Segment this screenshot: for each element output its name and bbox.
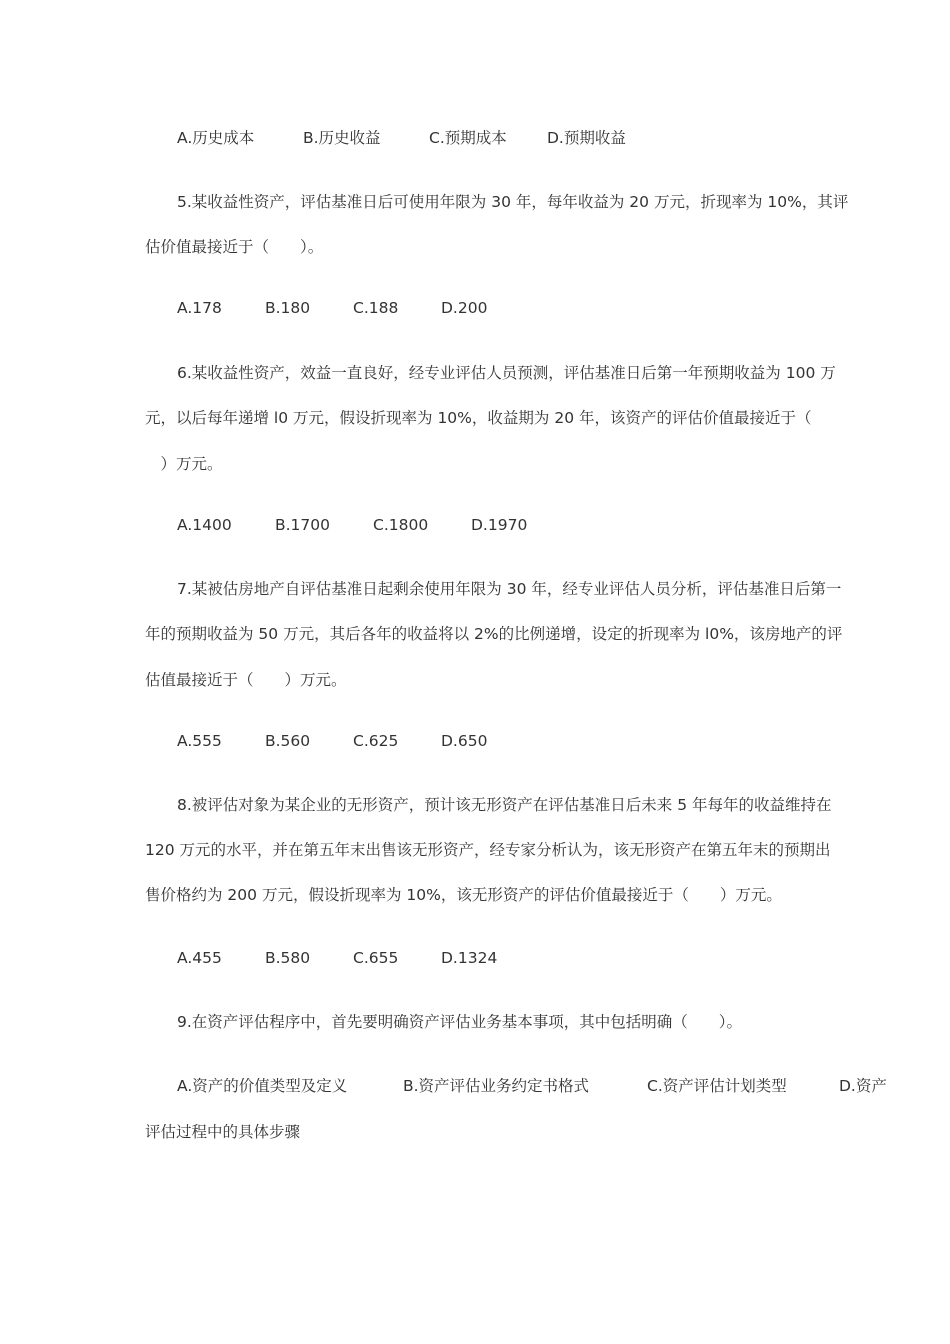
q7-text-line1: 7.某被估房地产自评估基准日起剩余使用年限为 30 年，经专业评估人员分析，评估基准日后第一 bbox=[177, 580, 842, 598]
q7-option-a: A.555 bbox=[177, 732, 222, 750]
q9-text-line1: 9.在资产评估程序中，首先要明确资产评估业务基本事项，其中包括明确（ ）。 bbox=[177, 1013, 743, 1031]
q8-option-a: A.455 bbox=[177, 949, 222, 967]
q4-option-c: C.预期成本 bbox=[429, 129, 507, 147]
q8-option-c: C.655 bbox=[353, 949, 399, 967]
q6-text-line1: 6.某收益性资产，效益一直良好，经专业评估人员预测，评估基准日后第一年预期收益为 100 万 bbox=[177, 364, 836, 382]
q6-option-b: B.1700 bbox=[275, 516, 331, 534]
q5-option-d: D.200 bbox=[441, 299, 488, 317]
q5-option-b: B.180 bbox=[265, 299, 311, 317]
q8-text-line2: 120 万元的水平，并在第五年末出售该无形资产，经专家分析认为，该无形资产在第五年末的预期出 bbox=[145, 841, 831, 859]
q9-option-d: D.资产 bbox=[839, 1077, 887, 1095]
q7-option-d: D.650 bbox=[441, 732, 488, 750]
q4-options bbox=[177, 127, 626, 149]
q6-text-line3: ）万元。 bbox=[145, 455, 223, 473]
q7-options bbox=[177, 730, 487, 752]
q8-text-line3: 售价格约为 200 万元，假设折现率为 10%，该无形资产的评估价值最接近于（ ）万元。 bbox=[145, 886, 782, 904]
q7-text-line3: 估值最接近于（ ）万元。 bbox=[145, 671, 347, 689]
q9-options bbox=[177, 1075, 887, 1097]
q8-option-d: D.1324 bbox=[441, 949, 498, 967]
q4-option-d: D.预期收益 bbox=[547, 129, 626, 147]
q9-option-c: C.资产评估计划类型 bbox=[647, 1077, 787, 1095]
q4-option-b: B.历史收益 bbox=[303, 129, 381, 147]
q8-text-line1: 8.被评估对象为某企业的无形资产，预计该无形资产在评估基准日后未来 5 年每年的收益维持在 bbox=[177, 796, 832, 814]
q5-option-c: C.188 bbox=[353, 299, 399, 317]
q7-option-c: C.625 bbox=[353, 732, 399, 750]
q9-text-line2: 评估过程中的具体步骤 bbox=[145, 1123, 301, 1141]
q6-option-c: C.1800 bbox=[373, 516, 429, 534]
q8-option-b: B.580 bbox=[265, 949, 311, 967]
q7-option-b: B.560 bbox=[265, 732, 311, 750]
q4-option-a: A.历史成本 bbox=[177, 129, 255, 147]
q5-options bbox=[177, 297, 487, 319]
q5-text-line2: 估价值最接近于（ ）。 bbox=[145, 238, 324, 256]
q9-option-b: B.资产评估业务约定书格式 bbox=[403, 1077, 590, 1095]
q9-option-a: A.资产的价值类型及定义 bbox=[177, 1077, 348, 1095]
q5-option-a: A.178 bbox=[177, 299, 222, 317]
q6-options bbox=[177, 514, 527, 536]
q6-option-d: D.1970 bbox=[471, 516, 528, 534]
q5-text-line1: 5.某收益性资产，评估基准日后可使用年限为 30 年，每年收益为 20 万元，折现率为 10%，其评 bbox=[177, 193, 849, 211]
q8-options bbox=[177, 947, 497, 969]
q6-option-a: A.1400 bbox=[177, 516, 232, 534]
q6-text-line2: 元，以后每年递增 l0 万元，假设折现率为 10%，收益期为 20 年，该资产的评估价值最接近于（ bbox=[145, 409, 812, 427]
q7-text-line2: 年的预期收益为 50 万元，其后各年的收益将以 2%的比例递增，设定的折现率为 l0%，该房地产的评 bbox=[145, 625, 843, 643]
